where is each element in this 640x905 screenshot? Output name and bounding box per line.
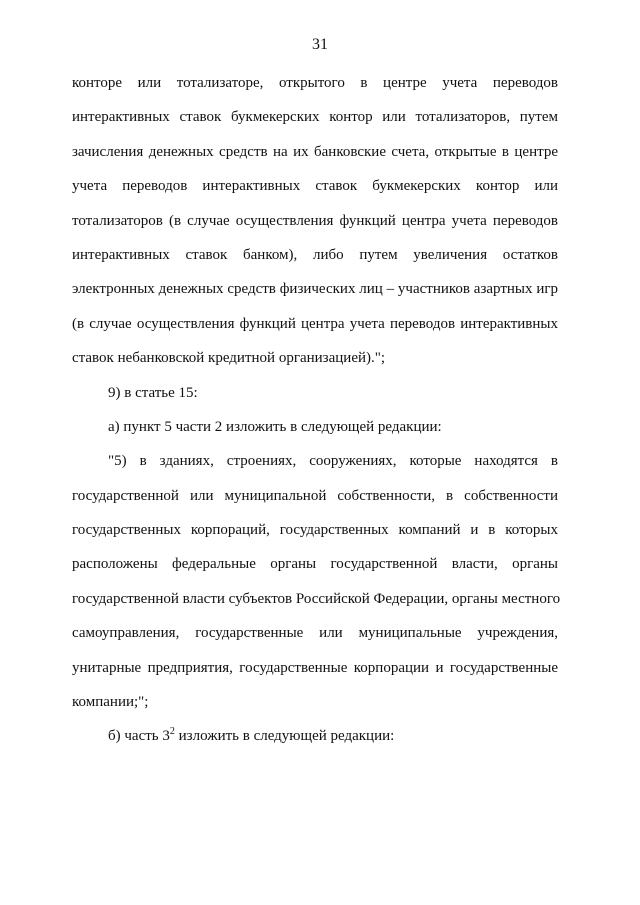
item-b-suffix: изложить в следующей редакции: bbox=[174, 728, 395, 745]
item-b-prefix: б) часть 3 bbox=[108, 728, 170, 745]
text-line: компании;"; bbox=[72, 694, 149, 711]
text-line: государственной или муниципальной собственности, в собственности bbox=[72, 487, 558, 504]
text-line: тотализаторов (в случае осуществления функций центра учета переводов bbox=[72, 212, 558, 229]
text-line: зачисления денежных средств на их банковские счета, открытые в центре bbox=[72, 143, 558, 160]
text-line: (в случае осуществления функций центра учета переводов интерактивных bbox=[72, 315, 558, 332]
text-line: конторе или тотализаторе, открытого в центре учета переводов bbox=[72, 75, 558, 91]
text-line: "5) в зданиях, строениях, сооружениях, которые находятся в bbox=[108, 453, 558, 470]
text-line: учета переводов интерактивных ставок букмекерских контор или bbox=[72, 178, 558, 195]
text-line: унитарные предприятия, государственные корпорации и государственные bbox=[72, 659, 558, 676]
text-line: государственной власти субъектов Российской Федерации, органы местного bbox=[72, 590, 561, 607]
item-b-superscript: 2 bbox=[169, 726, 175, 738]
text-line: государственных корпораций, государственных компаний и в которых bbox=[72, 522, 558, 539]
text-line: электронных денежных средств физических лиц – участников азартных игр bbox=[72, 281, 558, 298]
item-b-heading bbox=[72, 719, 558, 753]
item-a-heading: а) пункт 5 части 2 изложить в следующей редакции: bbox=[108, 418, 442, 435]
text-line: интерактивных ставок букмекерских контор или тотализаторов, путем bbox=[72, 109, 558, 126]
text-line: интерактивных ставок банком), либо путем увеличения остатков bbox=[72, 246, 558, 263]
text-line: расположены федеральные органы государственной власти, органы bbox=[72, 556, 558, 573]
document-body bbox=[72, 66, 561, 754]
text-line: самоуправления, государственные или муниципальные учреждения, bbox=[72, 625, 558, 642]
page-number: 31 bbox=[312, 36, 328, 53]
text-line: ставок небанковской кредитной организацией)."; bbox=[72, 350, 386, 367]
item-9-heading: 9) в статье 15: bbox=[108, 384, 198, 401]
